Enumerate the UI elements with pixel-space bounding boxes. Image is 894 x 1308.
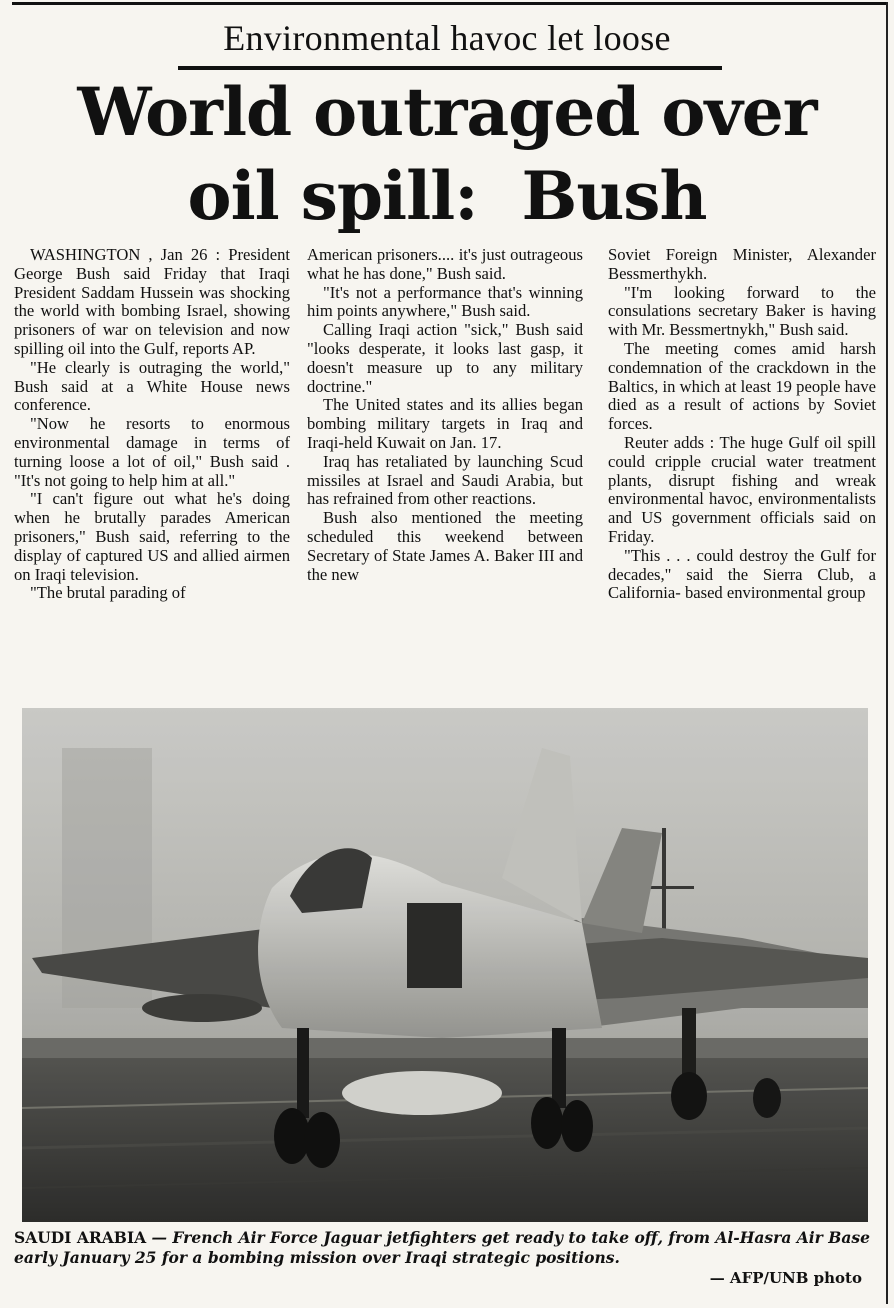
paragraph: "This . . . could destroy the Gulf for decades," said the Sierra Club, a California- based environmental group xyxy=(608,545,876,603)
paragraph: Bush also mentioned the meeting scheduled this weekend between Secretary of State James A. Baker III and the new xyxy=(307,508,583,584)
paragraph: Calling Iraqi action "sick," Bush said "looks desperate, it looks last gasp, it doesn't measure up to any military doctrine." xyxy=(307,320,583,396)
paragraph: Iraq has retaliated by launching Scud missiles at Israel and Saudi Arabia, but has refrained from other reactions. xyxy=(307,451,583,509)
photo-credit: — AFP/UNB photo xyxy=(709,1269,862,1287)
photo-caption xyxy=(14,1228,870,1268)
jet-fighter-photo xyxy=(22,708,868,1222)
paragraph: Soviet Foreign Minister, Alexander Bessmerthykh. xyxy=(608,245,876,283)
paragraph: "It's not a performance that's winning him points anywhere," Bush said. xyxy=(307,282,583,321)
paragraph: WASHINGTON , Jan 26 : President George Bush said Friday that Iraqi President Saddam Hussein was shocking the world with bombing Israel, showing prisoners of war on television and now spilling oil into the Gulf, reports AP. xyxy=(14,245,290,358)
kicker-headline: Environmental havoc let loose xyxy=(223,18,671,58)
paragraph: "I'm looking forward to the consulations secretary Baker is having with Mr. Bessmertnykh," Bush said. xyxy=(608,282,876,340)
paragraph: Reuter adds : The huge Gulf oil spill could cripple crucial water treatment plants, disrupt fishing and wreak environmental havoc, environmentalists and US government officials said on Friday. xyxy=(608,432,876,546)
caption-dateline: SAUDI ARABIA xyxy=(14,1228,147,1247)
paragraph: "Now he resorts to enormous environmental damage in terms of turning loose a lot of oil," Bush said . "It's not going to help him at all." xyxy=(14,414,290,490)
article-column-2 xyxy=(307,246,583,696)
caption-text: — French Air Force Jaguar jetfighters get ready to take off, from Al-Hasra Air Base early January 25 for a bombing mission over Iraqi strategic positions. xyxy=(14,1228,870,1267)
paragraph: American prisoners.... it's just outrageous what he has done," Bush said. xyxy=(307,245,583,283)
paragraph: "I can't figure out what he's doing when he brutally parades American prisoners," Bush said, referring to the display of captured US and allied airmen on Iraqi television. xyxy=(14,489,290,584)
headline-line-2: oil spill: Bush xyxy=(187,157,707,235)
article-column-1 xyxy=(14,246,290,696)
top-border-rule xyxy=(12,2,888,5)
article-column-3 xyxy=(608,246,876,696)
paragraph: The United states and its allies began bombing military targets in Iraq and Iraqi-held Kuwait on Jan. 17. xyxy=(307,395,583,452)
paragraph: "The brutal parading of xyxy=(30,583,186,603)
headline-line-1: World outraged over xyxy=(77,73,817,151)
main-headline xyxy=(0,70,894,238)
paragraph: The meeting comes amid harsh condemnation of the crackdown in the Baltics, in which at least 19 people have died as a result of actions by Soviet forces. xyxy=(608,338,876,434)
paragraph: "He clearly is outraging the world," Bush said at a White House news conference. xyxy=(14,357,290,415)
